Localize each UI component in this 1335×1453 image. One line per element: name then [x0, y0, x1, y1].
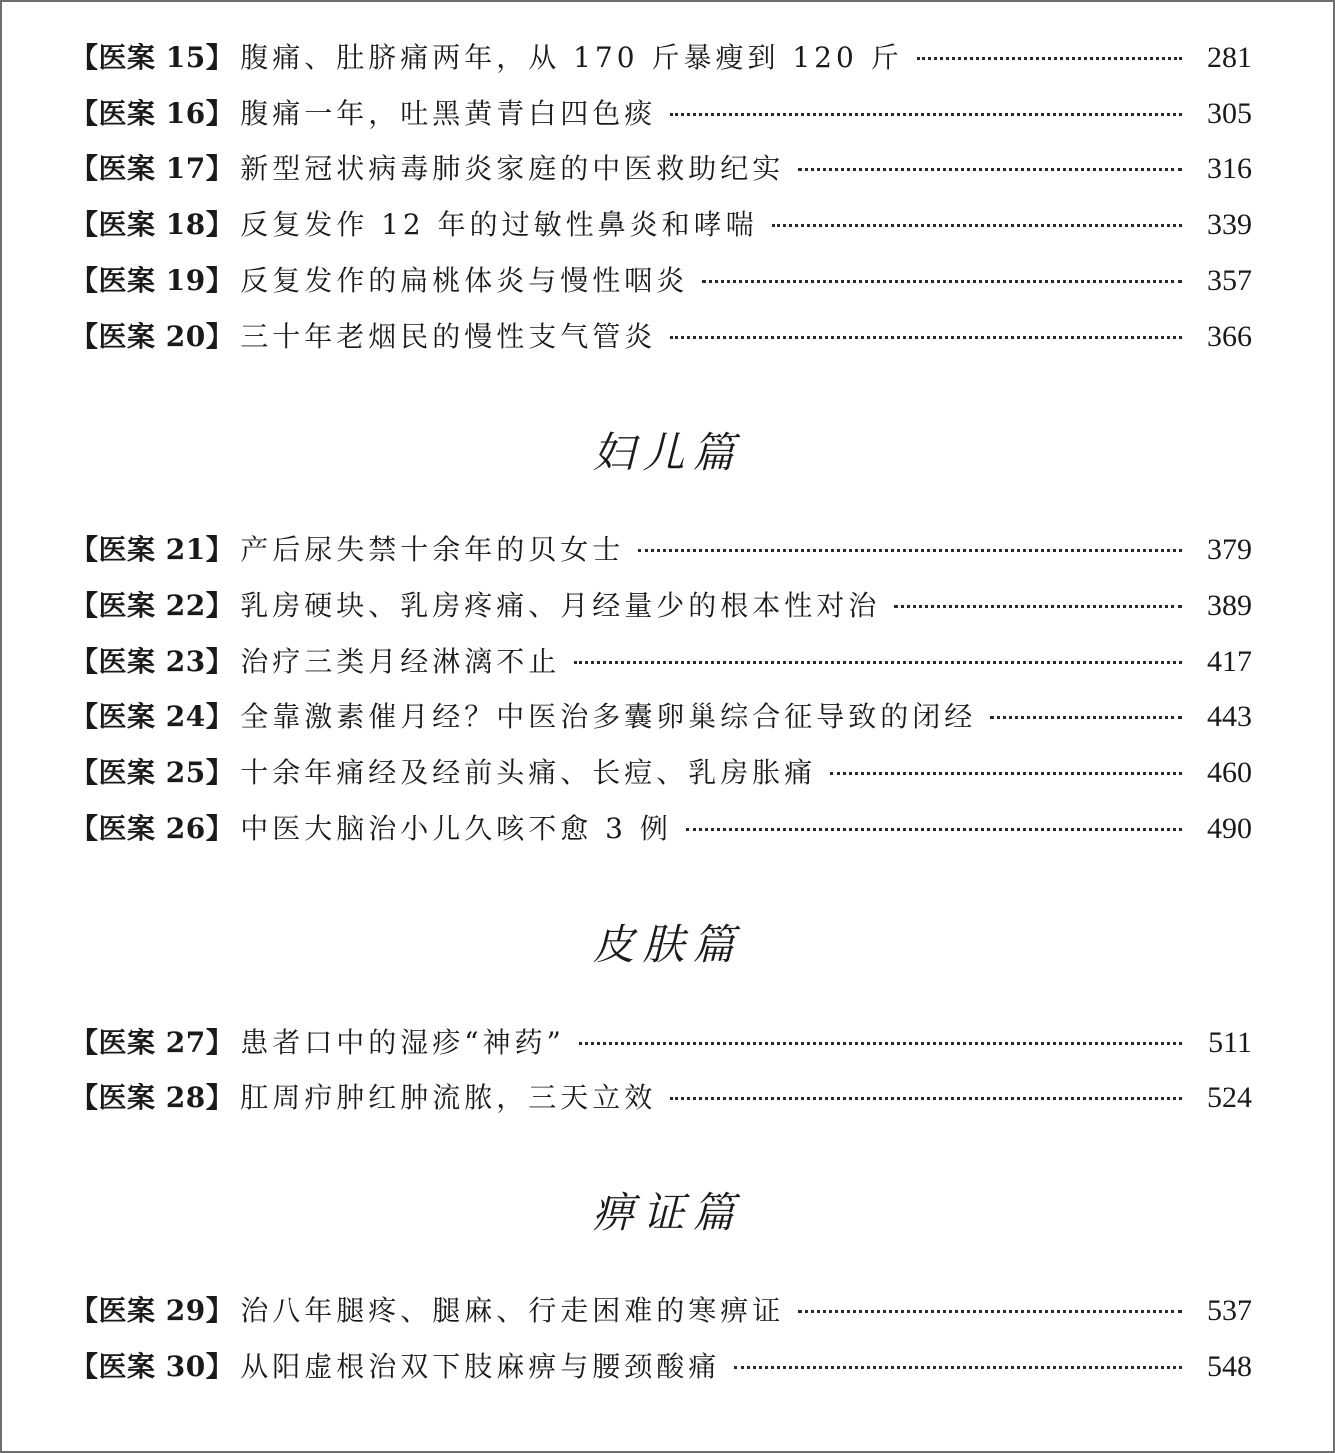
page-number: 460: [1207, 756, 1252, 789]
page-number: 305: [1207, 97, 1252, 130]
dot-leader: [579, 1042, 1182, 1045]
dot-leader: [638, 549, 1182, 552]
case-title: 全靠激素催月经？中医治多囊卵巢综合征导致的闭经: [240, 700, 977, 733]
dot-leader: [734, 1366, 1182, 1369]
toc-entry-27[interactable]: [70, 1023, 1252, 1063]
toc-entry-17[interactable]: [70, 149, 1252, 189]
case-label: 【医案 16】: [70, 97, 235, 130]
toc-entry-18[interactable]: [70, 205, 1252, 245]
page-number: 417: [1207, 645, 1252, 678]
case-title: 从阳虚根治双下肢麻痹与腰颈酸痛: [240, 1350, 721, 1383]
page-number: 524: [1207, 1081, 1252, 1114]
case-title: 产后尿失禁十余年的贝女士: [240, 533, 625, 566]
case-label: 【医案 29】: [70, 1294, 235, 1327]
toc-entry-19[interactable]: [70, 261, 1252, 301]
toc-entry-22[interactable]: [70, 586, 1252, 626]
page-number: 281: [1207, 41, 1252, 74]
case-title: 十余年痛经及经前头痛、长痘、乳房胀痛: [240, 756, 817, 789]
case-label: 【医案 20】: [70, 320, 235, 353]
dot-leader: [574, 661, 1182, 664]
case-label: 【医案 28】: [70, 1081, 235, 1114]
case-label: 【医案 15】: [70, 41, 235, 74]
toc-entry-30[interactable]: [70, 1347, 1252, 1387]
case-title: 患者口中的湿疹“神药”: [240, 1026, 565, 1059]
toc-entry-24[interactable]: [70, 697, 1252, 737]
case-title: 腹痛一年，吐黑黄青白四色痰: [240, 97, 657, 130]
case-label: 【医案 26】: [70, 812, 235, 845]
case-label: 【医案 21】: [70, 533, 235, 566]
dot-leader: [917, 57, 1182, 60]
case-label: 【医案 17】: [70, 152, 235, 185]
case-title: 治八年腿疼、腿麻、行走困难的寒痹证: [240, 1294, 785, 1327]
page-number: 490: [1207, 812, 1252, 845]
case-label: 【医案 22】: [70, 589, 235, 622]
page-number: 316: [1207, 152, 1252, 185]
case-label: 【医案 23】: [70, 645, 235, 678]
case-label: 【医案 19】: [70, 264, 235, 297]
section-heading-fuer: 妇儿篇: [592, 428, 743, 477]
page-number: 379: [1207, 533, 1252, 566]
dot-leader: [772, 224, 1182, 227]
page-number: 548: [1207, 1350, 1252, 1383]
page-number: 389: [1207, 589, 1252, 622]
toc-entry-28[interactable]: [70, 1078, 1252, 1118]
page-number: 511: [1208, 1026, 1252, 1059]
dot-leader: [670, 113, 1182, 116]
section-heading-pifu: 皮肤篇: [592, 920, 743, 969]
toc-entry-25[interactable]: [70, 753, 1252, 793]
page-number: 366: [1207, 320, 1252, 353]
case-title: 反复发作 12 年的过敏性鼻炎和哮喘: [240, 208, 758, 241]
dot-leader: [670, 336, 1182, 339]
dot-leader: [894, 605, 1182, 608]
case-title: 腹痛、肚脐痛两年，从 170 斤暴瘦到 120 斤: [240, 41, 903, 74]
case-title: 乳房硬块、乳房疼痛、月经量少的根本性对治: [240, 589, 881, 622]
case-title: 三十年老烟民的慢性支气管炎: [240, 320, 657, 353]
toc-entry-15[interactable]: [70, 38, 1252, 78]
toc-entry-26[interactable]: [70, 809, 1252, 849]
toc-entry-16[interactable]: [70, 94, 1252, 134]
page-number: 357: [1207, 264, 1252, 297]
dot-leader: [686, 828, 1182, 831]
section-heading-bizheng: 痹证篇: [592, 1188, 743, 1237]
case-label: 【医案 25】: [70, 756, 235, 789]
dot-leader: [798, 168, 1182, 171]
dot-leader: [702, 280, 1182, 283]
toc-entry-21[interactable]: [70, 530, 1252, 570]
case-label: 【医案 30】: [70, 1350, 235, 1383]
case-title: 中医大脑治小儿久咳不愈 3 例: [240, 812, 672, 845]
page-number: 537: [1207, 1294, 1252, 1327]
case-title: 肛周疖肿红肿流脓，三天立效: [240, 1081, 657, 1114]
page-number: 339: [1207, 208, 1252, 241]
dot-leader: [670, 1097, 1182, 1100]
case-label: 【医案 27】: [70, 1026, 235, 1059]
toc-entry-20[interactable]: [70, 317, 1252, 357]
case-title: 反复发作的扁桃体炎与慢性咽炎: [240, 264, 689, 297]
dot-leader: [798, 1310, 1182, 1313]
case-title: 治疗三类月经淋漓不止: [240, 645, 561, 678]
toc-entry-23[interactable]: [70, 642, 1252, 682]
dot-leader: [990, 716, 1182, 719]
case-title: 新型冠状病毒肺炎家庭的中医救助纪实: [240, 152, 785, 185]
page-number: 443: [1207, 700, 1252, 733]
toc-entry-29[interactable]: [70, 1291, 1252, 1331]
case-label: 【医案 24】: [70, 700, 235, 733]
case-label: 【医案 18】: [70, 208, 235, 241]
dot-leader: [830, 772, 1182, 775]
